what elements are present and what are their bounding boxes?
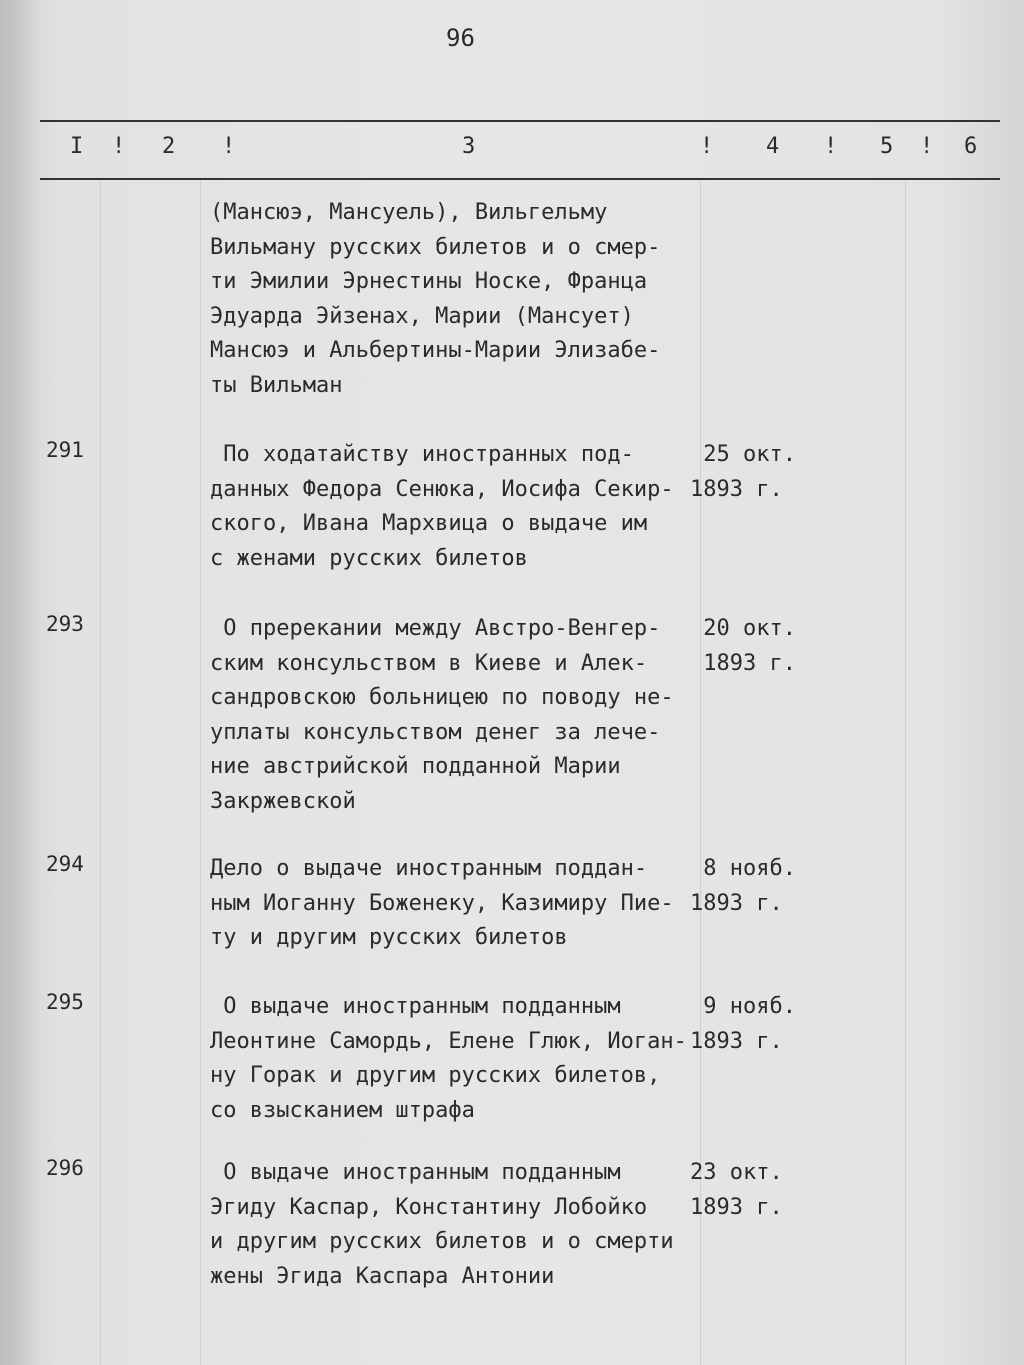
description-line: (Мансюэ, Мансуель), Вильгельму <box>210 200 608 225</box>
date-line: 1893 г. <box>690 1194 783 1220</box>
column-guide-line <box>200 180 201 1365</box>
header-separator-5: ! <box>920 134 934 159</box>
column-guide-line <box>905 180 906 1365</box>
description-line: сандровскою больницею по поводу не- <box>210 685 674 710</box>
description-line: с женами русских билетов <box>210 545 528 571</box>
description-line: Леонтине Самордь, Елене Глюк, Иоган- <box>210 1028 687 1054</box>
entry-date <box>690 612 820 681</box>
entry-date <box>690 1156 820 1225</box>
description-line: О выдаче иностранным подданным <box>210 1160 621 1185</box>
header-col-2: 2 <box>162 134 176 159</box>
entry-description <box>210 1156 700 1294</box>
description-line: ским консульством в Киеве и Алек- <box>210 650 648 676</box>
description-line: данных Федора Сенюка, Иосифа Секир- <box>210 476 674 502</box>
header-separator-1: ! <box>112 134 126 159</box>
header-col-6: 6 <box>964 134 978 159</box>
entry-description <box>210 852 700 956</box>
description-line: Закржевской <box>210 788 356 814</box>
entry-date <box>690 438 820 507</box>
date-line: 1893 г. <box>690 650 796 676</box>
date-line: 8 нояб. <box>690 856 796 881</box>
page-number: 96 <box>446 24 475 52</box>
description-line: ту и другим русских билетов <box>210 925 568 950</box>
date-line: 23 окт. <box>690 1160 783 1185</box>
date-line: 1893 г. <box>690 1028 783 1054</box>
description-line: уплаты консульством денег за лече- <box>210 719 661 745</box>
date-line: 25 окт. <box>690 442 796 467</box>
entry-date <box>690 990 820 1059</box>
header-separator-3: ! <box>700 134 714 159</box>
description-line: О пререкании между Австро-Венгер- <box>210 616 661 641</box>
description-line: Эгиду Каспар, Константину Лобойко <box>210 1194 648 1220</box>
description-line: ты Вильман <box>210 372 343 398</box>
description-line: Вильману русских билетов и о смер- <box>210 234 661 260</box>
table-header-rule-top <box>40 120 1000 122</box>
header-col-3: 3 <box>462 134 476 159</box>
description-line: ну Горак и другим русских билетов, <box>210 1063 661 1088</box>
header-col-1: I <box>70 134 84 159</box>
description-line: ние австрийской подданной Марии <box>210 754 621 779</box>
entry-date <box>690 852 820 921</box>
header-separator-2: ! <box>222 134 236 159</box>
table-header-rule-bottom <box>40 178 1000 180</box>
date-line: 1893 г. <box>690 890 783 916</box>
description-line: ти Эмилии Эрнестины Носке, Франца <box>210 269 648 294</box>
entry-number: 296 <box>46 1156 84 1180</box>
description-line: Эдуарда Эйзенах, Марии (Мансует) <box>210 303 634 329</box>
entry-description <box>210 612 700 819</box>
description-line: и другим русских билетов и о смерти <box>210 1229 674 1254</box>
header-col-5: 5 <box>880 134 894 159</box>
previous-page-edge <box>0 0 40 1365</box>
description-line: Мансюэ и Альбертины-Марии Элизабе- <box>210 338 661 363</box>
date-line: 20 окт. <box>690 616 796 641</box>
entry-description <box>210 438 700 576</box>
description-line: жены Эгида Каспара Антонии <box>210 1263 555 1289</box>
entry-number: 293 <box>46 612 84 636</box>
column-guide-line <box>100 180 101 1365</box>
entry-number: 295 <box>46 990 84 1014</box>
date-line: 1893 г. <box>690 476 783 502</box>
entry-number: 291 <box>46 438 84 462</box>
header-separator-4: ! <box>824 134 838 159</box>
description-line: ского, Ивана Мархвица о выдаче им <box>210 511 648 536</box>
description-line: О выдаче иностранным подданным <box>210 994 621 1019</box>
description-line: со взысканием штрафа <box>210 1097 475 1123</box>
date-line: 9 нояб. <box>690 994 796 1019</box>
description-line: ным Иоганну Боженеку, Казимиру Пие- <box>210 890 674 916</box>
header-col-4: 4 <box>766 134 780 159</box>
description-line: Дело о выдаче иностранным поддан- <box>210 856 648 881</box>
entry-description <box>210 990 700 1128</box>
entry-description <box>210 196 700 403</box>
table-header-row <box>0 134 1024 170</box>
description-line: По ходатайству иностранных под- <box>210 442 634 467</box>
entry-number: 294 <box>46 852 84 876</box>
